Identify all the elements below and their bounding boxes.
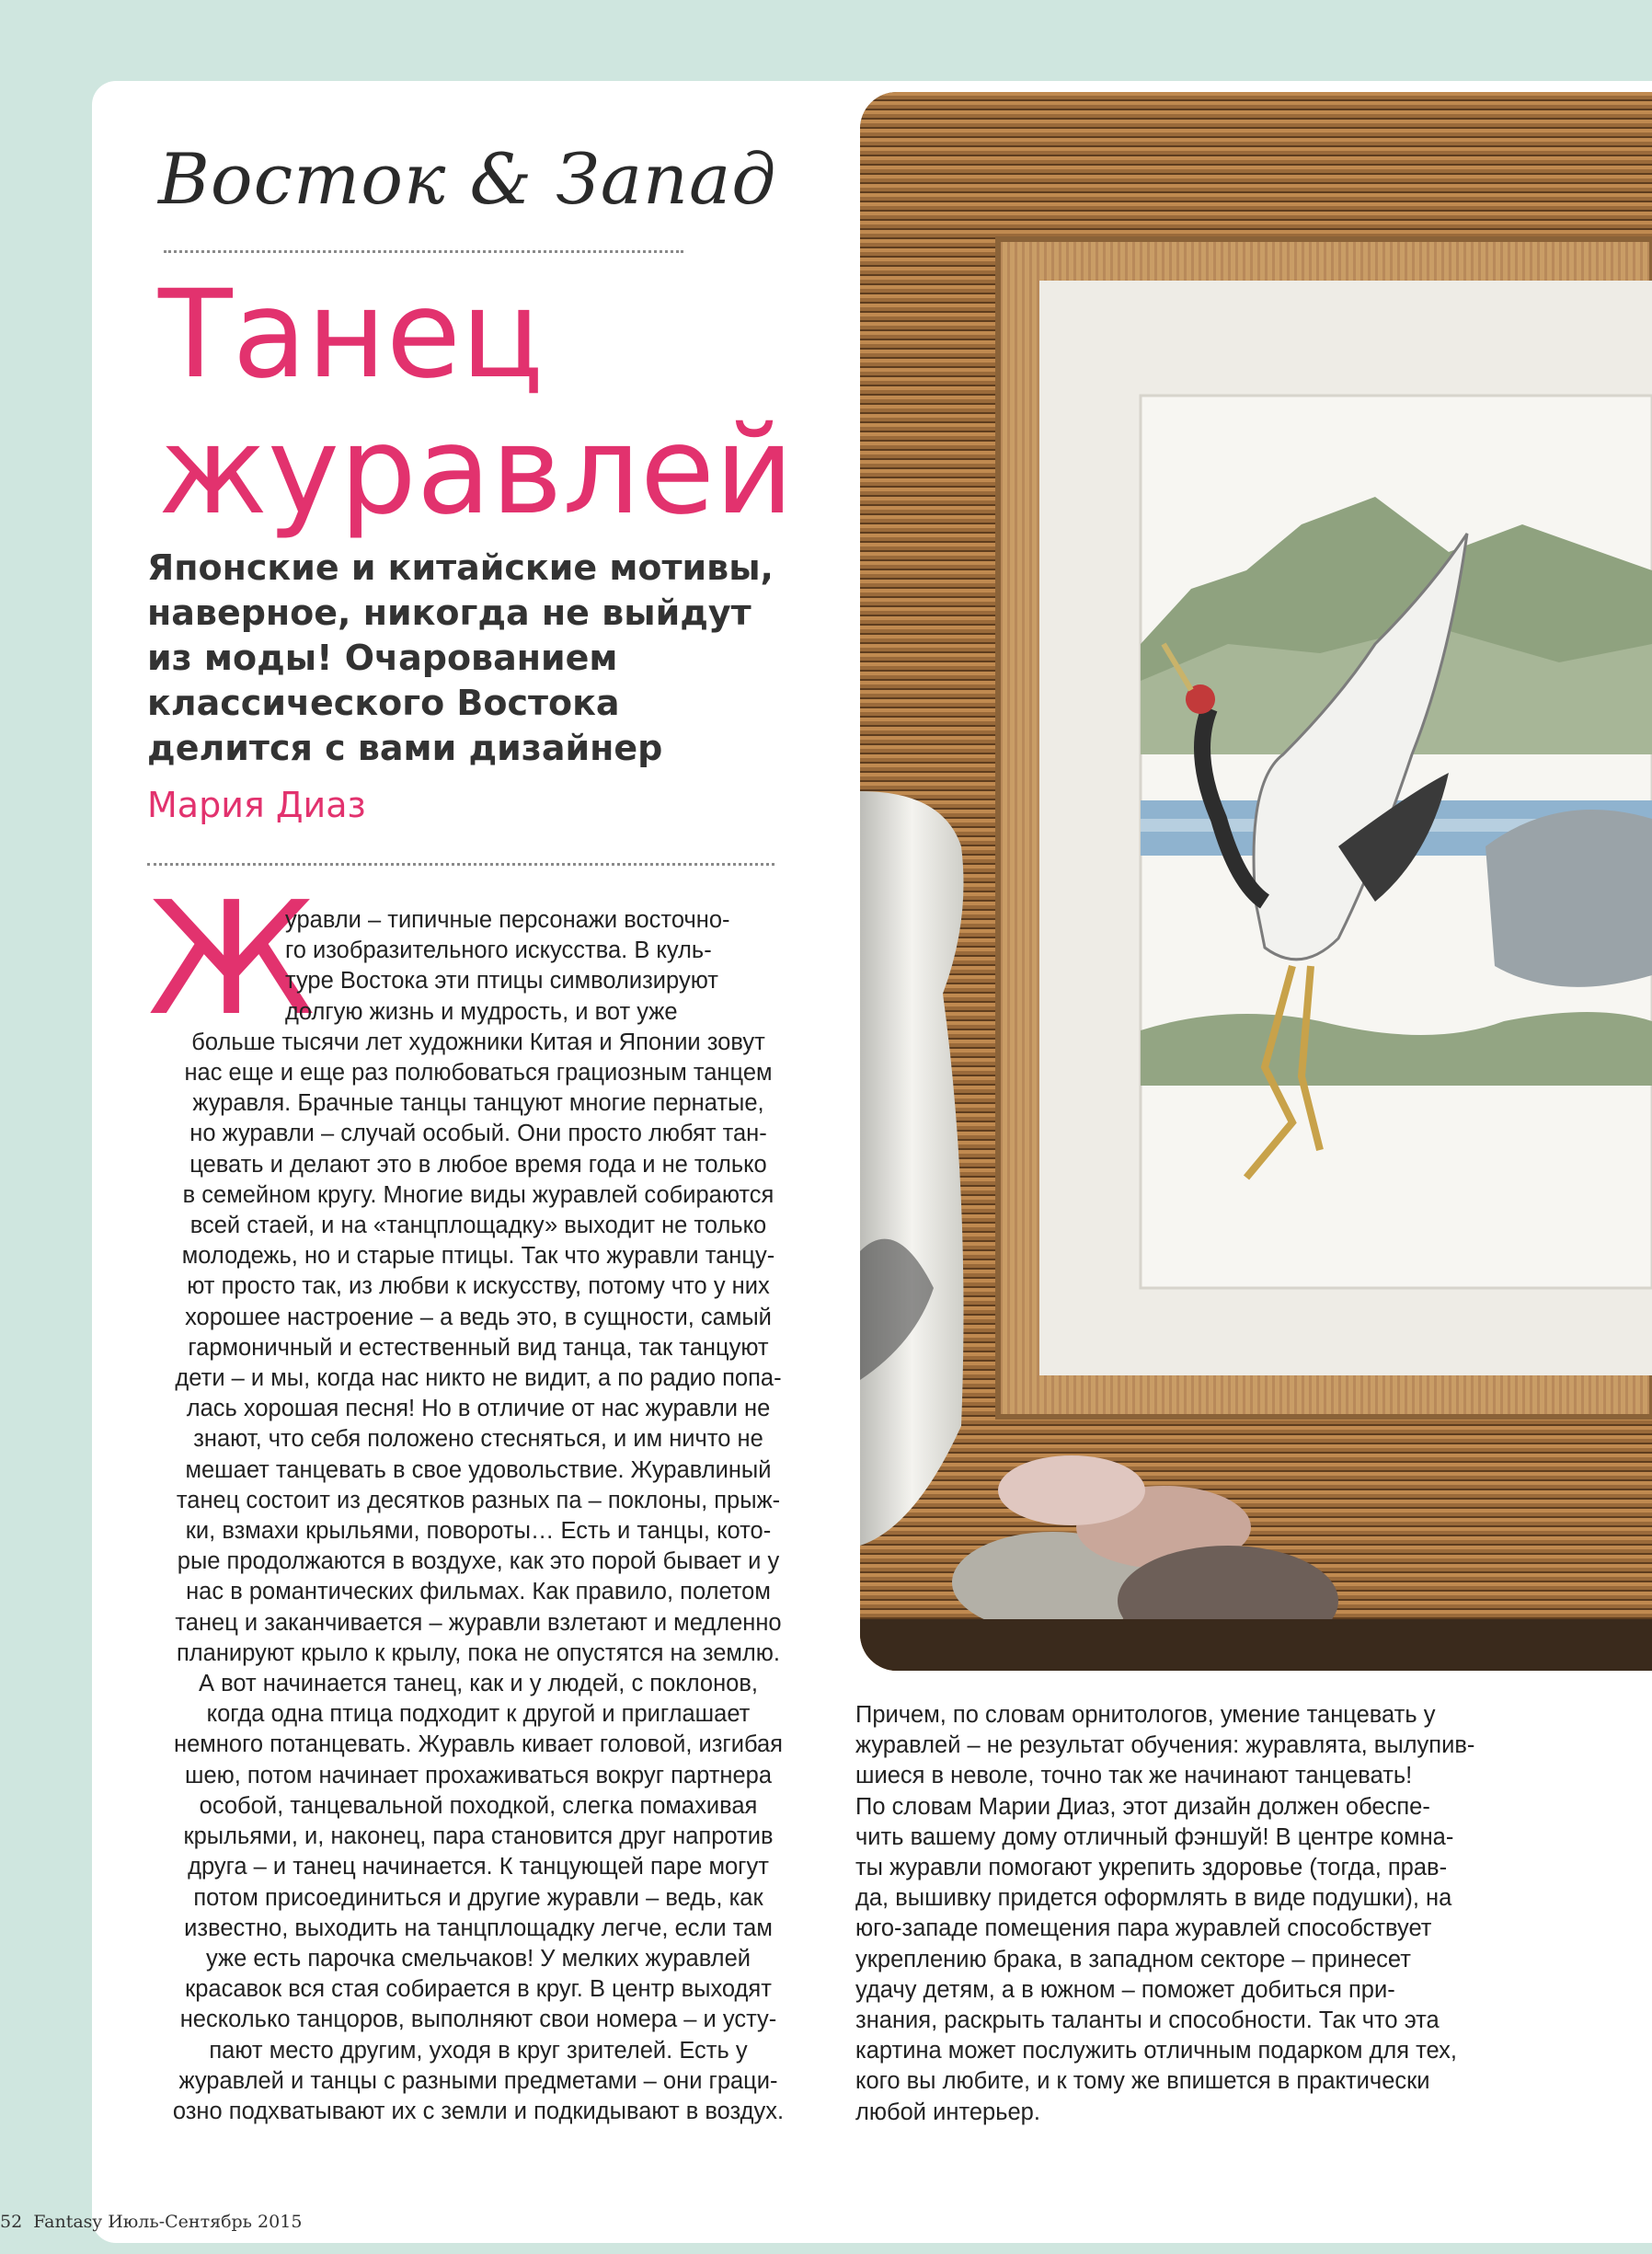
text-line: в семейном кругу. Многие виды журавлей собираются xyxy=(182,1181,774,1208)
lead-line: классического Востока xyxy=(147,683,620,723)
page-number: 52 xyxy=(0,2212,23,2232)
text-line: хорошее настроение – а ведь это, в сущности, самый xyxy=(185,1304,772,1330)
author-name: Мария Диаз xyxy=(147,785,366,825)
text-line: ты журавли помогают укрепить здоровье (тогда, прав- xyxy=(855,1855,1448,1881)
text-line: танец состоит из десятков разных па – поклоны, прыж- xyxy=(176,1487,781,1513)
text-line: озно подхватывают их с земли и подкидывают в воздух. xyxy=(172,2098,785,2124)
issue-date: Июль-Сентябрь 2015 xyxy=(108,2212,303,2232)
text-line: несколько танцоров, выполняют свои номера – и усту- xyxy=(179,2007,777,2033)
text-line: нас еще и еще раз полюбоваться грациозным танцем xyxy=(184,1060,773,1087)
text-line: рые продолжаются в воздухе, как это порой бывает и у xyxy=(177,1548,780,1575)
lead-line: Японские и китайские мотивы, xyxy=(147,547,774,588)
text-line: картина может послужить отличным подарком для тех, xyxy=(855,2038,1457,2064)
text-line: красавок вся стая собирается в круг. В центр выходят xyxy=(185,1976,772,2003)
text-line: любой интерьер. xyxy=(855,2099,1040,2125)
text-line: журавля. Брачные танцы танцуют многие пернатые, xyxy=(192,1090,764,1117)
text-line: укреплению брака, в западном секторе – принесет xyxy=(855,1946,1411,1972)
article-column-2 xyxy=(855,1700,1481,2128)
text-line: уже есть парочка смельчаков! У мелких журавлей xyxy=(206,1945,751,1972)
lead-line: делится с вами дизайнер xyxy=(147,728,663,768)
text-line: журавлей – не результат обучения: журавлята, вылупив- xyxy=(855,1732,1475,1759)
crane-embroidery-image xyxy=(860,92,1652,1671)
text-line: удачу детям, а в южном – поможет добиться при- xyxy=(855,1976,1395,2003)
page-footer xyxy=(0,2212,302,2232)
text-line: крыльями, и, наконец, пара становится друг напротив xyxy=(183,1823,774,1850)
dotted-divider xyxy=(147,863,774,866)
text-line: планируют крыло к крылу, пока не опустятся на землю. xyxy=(176,1639,781,1666)
text-line: больше тысячи лет художники Китая и Японии зовут xyxy=(191,1029,765,1055)
text-line: нас в романтических фильмах. Как правило, полетом xyxy=(186,1579,771,1605)
article-column-1 xyxy=(147,905,809,2127)
text-line: известно, выходить на танцплощадку легче, если там xyxy=(184,1915,773,1941)
lead-line: наверное, никогда не выйдут xyxy=(147,592,751,633)
magazine-name: Fantasy xyxy=(33,2212,103,2232)
text-line: но журавли – случай особый. Они просто любят тан- xyxy=(189,1121,767,1147)
text-line: знают, что себя положено стесняться, и им ничто не xyxy=(193,1426,763,1453)
text-line: дети – и мы, когда нас никто не видит, а по радио попа- xyxy=(175,1365,782,1392)
text-line: По словам Марии Диаз, этот дизайн должен обеспе- xyxy=(855,1793,1430,1820)
text-line: лась хорошая песня! Но в отличие от нас журавли не xyxy=(186,1396,771,1422)
headline-line-2: журавлей xyxy=(158,400,794,542)
text-line: всей стаей, и на «танцплощадку» выходит не только xyxy=(189,1213,767,1239)
text-line: пают место другим, уходя в круг зрителей. Есть у xyxy=(209,2037,748,2064)
text-line: долгую жизнь и мудрость, и вот уже xyxy=(285,998,678,1025)
text-line: Причем, по словам орнитологов, умение танцевать у xyxy=(855,1702,1436,1728)
text-line: потом присоединиться и другие журавли – ведь, как xyxy=(193,1884,763,1911)
text-line: мешает танцевать в свое удовольствие. Журавлиный xyxy=(185,1456,772,1483)
text-line: чить вашему дому отличный фэншуй! В центре комна- xyxy=(855,1823,1454,1850)
text-line: гармоничный и естественный вид танца, так танцуют xyxy=(188,1334,769,1361)
article-headline xyxy=(158,264,857,542)
text-line: шею, потом начинает прохаживаться вокруг партнера xyxy=(184,1762,773,1788)
text-line: журавлей и танцы с разными предметами – они граци- xyxy=(178,2067,778,2094)
text-line: туре Востока эти птицы символизируют xyxy=(285,968,718,995)
text-line: когда одна птица подходит к другой и приглашает xyxy=(206,1701,751,1728)
text-line: особой, танцевальной походкой, слегка помахивая xyxy=(199,1792,758,1819)
dotted-divider xyxy=(164,250,683,253)
text-line: ки, взмахи крыльями, повороты… Есть и танцы, кото- xyxy=(185,1518,772,1545)
text-line: А вот начинается танец, как и у людей, с поклонов, xyxy=(199,1671,758,1697)
text-line: друга – и танец начинается. К танцующей паре могут xyxy=(188,1854,769,1880)
lead-paragraph xyxy=(147,546,846,771)
text-line: танец и заканчивается – журавли взлетают и медленно xyxy=(175,1609,782,1636)
text-line: кого вы любите, и к тому же впишется в практически xyxy=(855,2068,1430,2095)
text-line: немного потанцевать. Журавль кивает головой, изгибая xyxy=(174,1731,783,1758)
text-line: шиеся в неволе, точно так же начинают танцевать! xyxy=(855,1763,1413,1789)
text-line: го изобразительного искусства. В куль- xyxy=(285,937,712,964)
text-line: да, вышивку придется оформлять в виде подушки), на xyxy=(855,1885,1452,1912)
text-line: молодежь, но и старые птицы. Так что журавли танцу- xyxy=(181,1243,775,1270)
text-line: ют просто так, из любви к искусству, потому что у них xyxy=(187,1273,770,1300)
text-line: уравли – типичные персонажи восточно- xyxy=(285,907,730,933)
headline-line-1: Танец xyxy=(158,264,544,406)
lead-line: из моды! Очарованием xyxy=(147,638,618,678)
text-line: знания, раскрыть таланты и способности. Так что эта xyxy=(855,2007,1440,2034)
drop-cap: Ж xyxy=(147,868,316,1051)
text-line: цевать и делают это в любое время года и не только xyxy=(189,1151,767,1178)
section-title: Восток & Запад xyxy=(158,138,777,220)
cross-stitch-photo xyxy=(860,92,1652,1671)
text-line: юго-западе помещения пара журавлей способствует xyxy=(855,1915,1432,1942)
